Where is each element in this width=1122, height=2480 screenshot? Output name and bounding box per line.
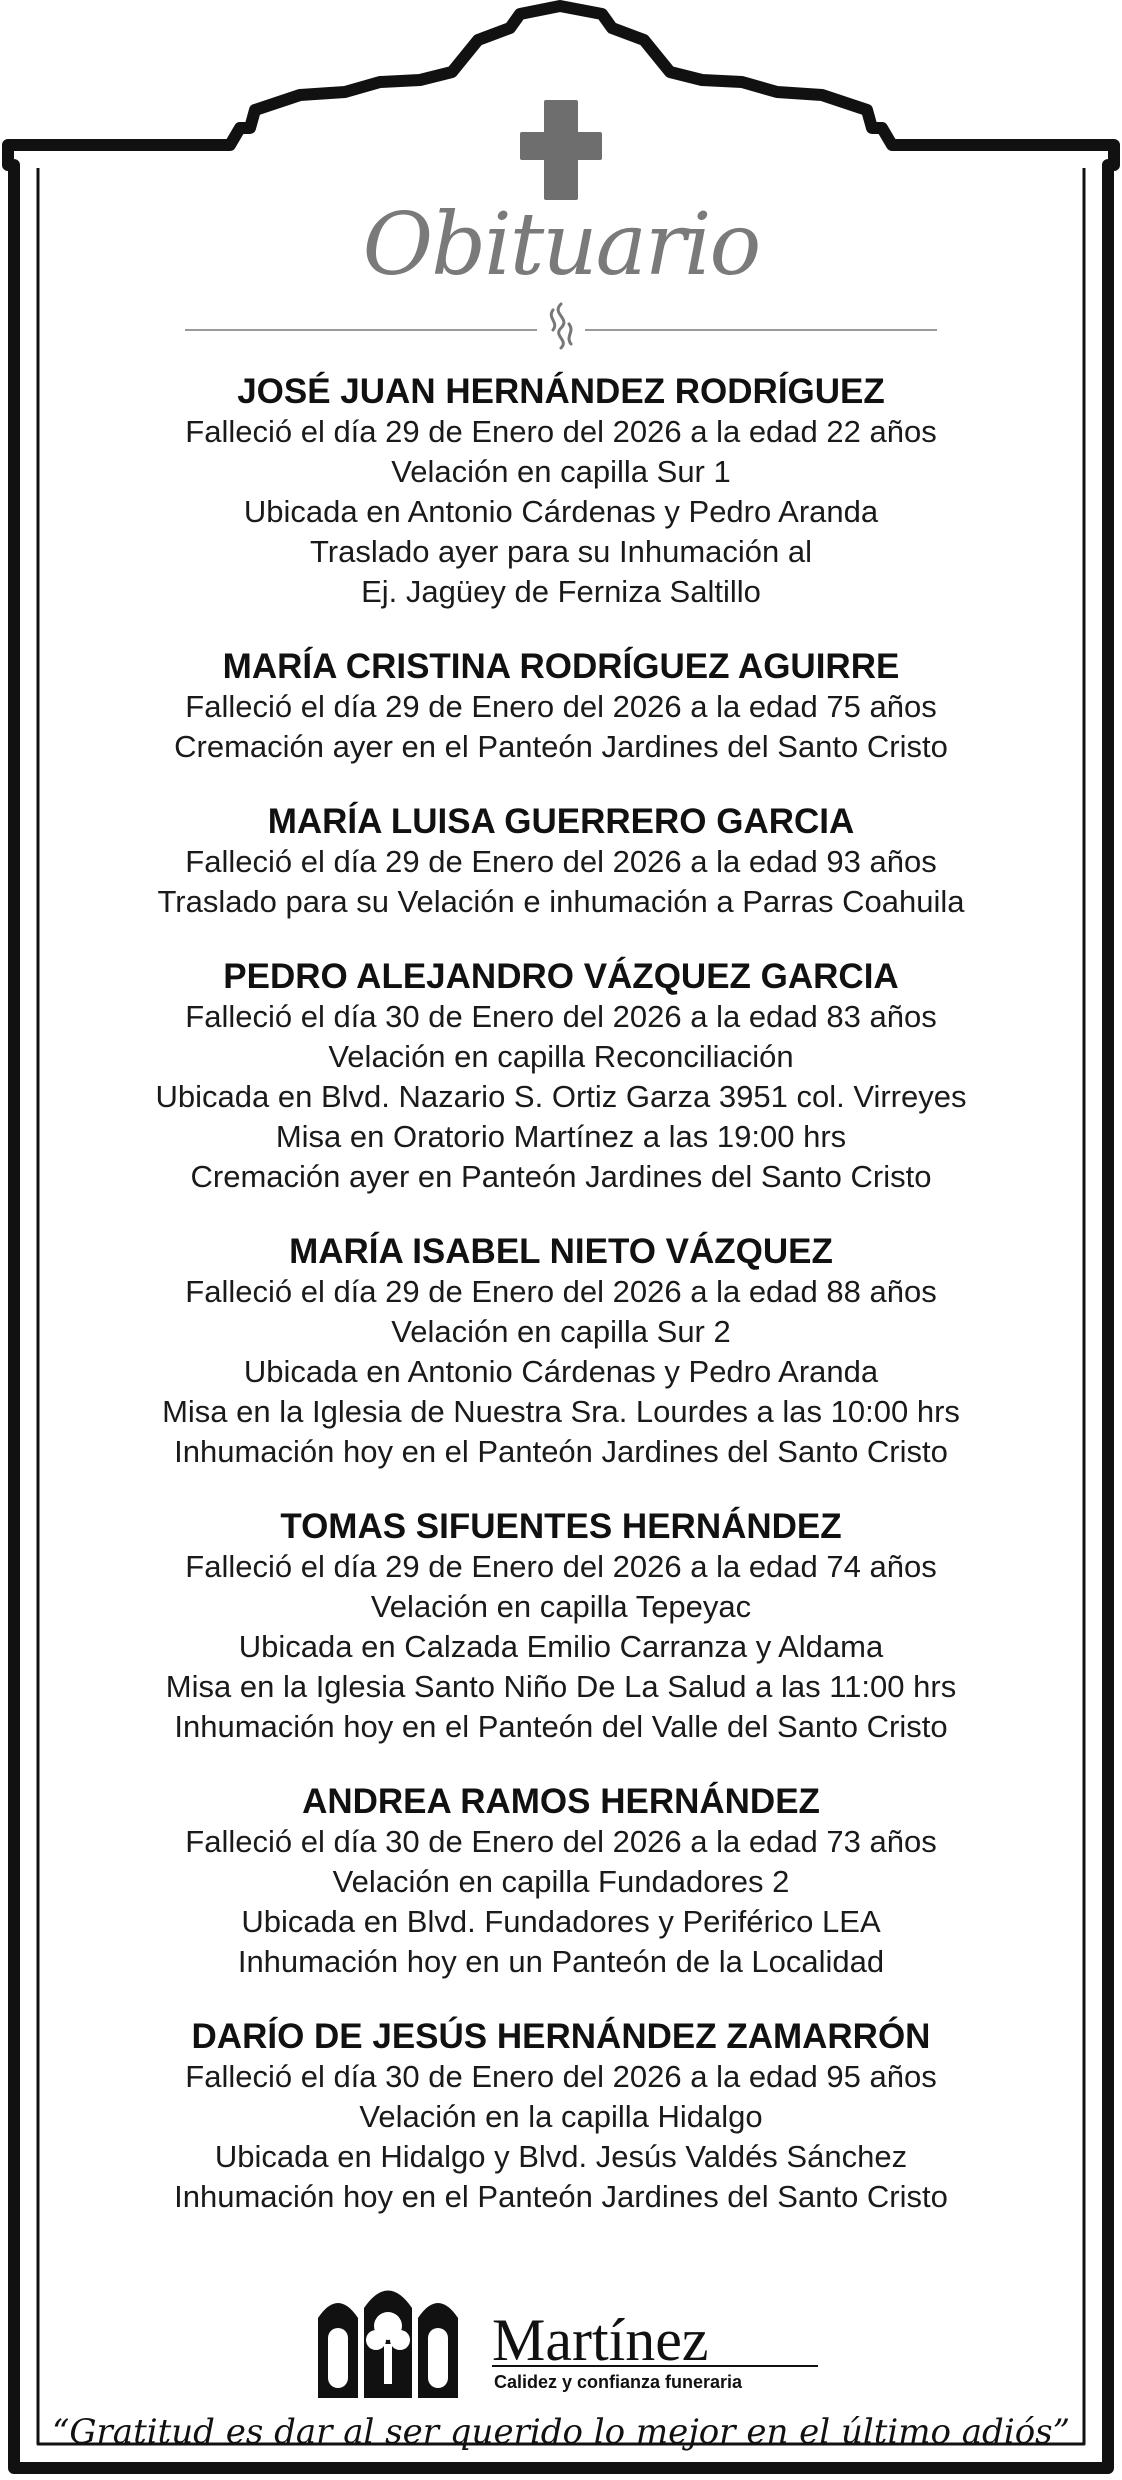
obituary-entry bbox=[40, 1232, 1082, 1472]
obituary-detail-line: Misa en la Iglesia de Nuestra Sra. Lourdes a las 10:00 hrs bbox=[162, 1394, 960, 1429]
obituary-detail-line: Traslado ayer para su Inhumación al bbox=[309, 534, 812, 569]
obituary-detail-line: Falleció el día 29 de Enero del 2026 a la edad 74 años bbox=[185, 1549, 937, 1584]
obituary-detail-line: Falleció el día 30 de Enero del 2026 a la edad 83 años bbox=[185, 999, 937, 1034]
obituary-detail-line: Ubicada en Calzada Emilio Carranza y Aldama bbox=[238, 1629, 884, 1664]
obituary-entry bbox=[40, 647, 1082, 767]
obituary-detail-line: Ubicada en Antonio Cárdenas y Pedro Aranda bbox=[243, 494, 879, 529]
obituary-entry bbox=[40, 957, 1082, 1197]
obituary-detail-line: Falleció el día 29 de Enero del 2026 a la edad 88 años bbox=[185, 1274, 937, 1309]
obituary-entry bbox=[40, 372, 1082, 612]
footer-quote: “Gratitud es dar al ser querido lo mejor en el último adiós” bbox=[52, 2412, 1070, 2452]
obituary-detail-line: Inhumación hoy en el Panteón Jardines del Santo Cristo bbox=[174, 2179, 948, 2214]
deceased-name: PEDRO ALEJANDRO VÁZQUEZ GARCIA bbox=[223, 957, 899, 996]
obituary-detail-line: Ubicada en Antonio Cárdenas y Pedro Aranda bbox=[243, 1354, 879, 1389]
obituary-detail-line: Ubicada en Hidalgo y Blvd. Jesús Valdés Sánchez bbox=[214, 2139, 908, 2174]
title-divider bbox=[185, 300, 937, 350]
obituary-detail-line: Inhumación hoy en el Panteón del Valle del Santo Cristo bbox=[174, 1709, 948, 1744]
deceased-name: MARÍA CRISTINA RODRÍGUEZ AGUIRRE bbox=[222, 647, 900, 686]
brand-name: Martínez bbox=[492, 2307, 709, 2373]
obituary-detail-line: Misa en la Iglesia Santo Niño De La Salud a las 11:00 hrs bbox=[165, 1669, 957, 1704]
obituary-detail-line: Misa en Oratorio Martínez a las 19:00 hrs bbox=[275, 1119, 847, 1154]
obituary-detail-line: Traslado para su Velación e inhumación a Parras Coahuila bbox=[157, 884, 965, 919]
obituary-detail-line: Velación en capilla Sur 2 bbox=[391, 1314, 731, 1349]
page-title: Obituario bbox=[362, 195, 760, 295]
obituary-detail-line: Velación en capilla Sur 1 bbox=[391, 454, 731, 489]
obituary-detail-line: Inhumación hoy en el Panteón Jardines del Santo Cristo bbox=[174, 1434, 948, 1469]
obituary-entry bbox=[40, 2017, 1082, 2217]
obituary-detail-line: Cremación ayer en Panteón Jardines del Santo Cristo bbox=[190, 1159, 932, 1194]
obituary-detail-line: Velación en capilla Fundadores 2 bbox=[332, 1864, 790, 1899]
obituary-detail-line: Ej. Jagüey de Ferniza Saltillo bbox=[361, 574, 761, 609]
obituary-entry bbox=[40, 1782, 1082, 1982]
deceased-name: ANDREA RAMOS HERNÁNDEZ bbox=[302, 1782, 820, 1821]
obituary-detail-line: Inhumación hoy en un Panteón de la Localidad bbox=[237, 1944, 885, 1979]
obituary-detail-line: Cremación ayer en el Panteón Jardines del Santo Cristo bbox=[174, 729, 948, 764]
header bbox=[0, 195, 1122, 295]
brand-tagline: Calidez y confianza funeraria bbox=[494, 2372, 743, 2392]
obituary-detail-line: Ubicada en Blvd. Fundadores y Periférico LEA bbox=[241, 1904, 881, 1939]
obituary-detail-line: Falleció el día 30 de Enero del 2026 a la edad 73 años bbox=[185, 1824, 937, 1859]
obituary-detail-line: Falleció el día 29 de Enero del 2026 a la edad 93 años bbox=[185, 844, 937, 879]
obituary-entry bbox=[40, 802, 1082, 922]
obituary-detail-line: Velación en la capilla Hidalgo bbox=[359, 2099, 763, 2134]
obituary-detail-line: Falleció el día 29 de Enero del 2026 a la edad 22 años bbox=[185, 414, 937, 449]
deceased-name: MARÍA ISABEL NIETO VÁZQUEZ bbox=[289, 1232, 833, 1271]
deceased-name: JOSÉ JUAN HERNÁNDEZ RODRÍGUEZ bbox=[237, 372, 885, 411]
obituary-detail-line: Velación en capilla Tepeyac bbox=[370, 1589, 752, 1624]
deceased-name: DARÍO DE JESÚS HERNÁNDEZ ZAMARRÓN bbox=[191, 2017, 931, 2056]
deceased-name: MARÍA LUISA GUERRERO GARCIA bbox=[267, 802, 855, 841]
deceased-name: TOMAS SIFUENTES HERNÁNDEZ bbox=[280, 1507, 842, 1546]
obituary-entry bbox=[40, 1507, 1082, 1747]
obituary-detail-line: Ubicada en Blvd. Nazario S. Ortiz Garza 3951 col. Virreyes bbox=[155, 1079, 967, 1114]
flame-ornament-icon bbox=[551, 304, 571, 348]
obituary-detail-line: Falleció el día 30 de Enero del 2026 a la edad 95 años bbox=[185, 2059, 937, 2094]
cross-icon bbox=[520, 100, 602, 200]
obituary-detail-line: Falleció el día 29 de Enero del 2026 a la edad 75 años bbox=[185, 689, 937, 724]
obituary-detail-line: Velación en capilla Reconciliación bbox=[328, 1039, 794, 1074]
obituary-list bbox=[40, 372, 1082, 2252]
